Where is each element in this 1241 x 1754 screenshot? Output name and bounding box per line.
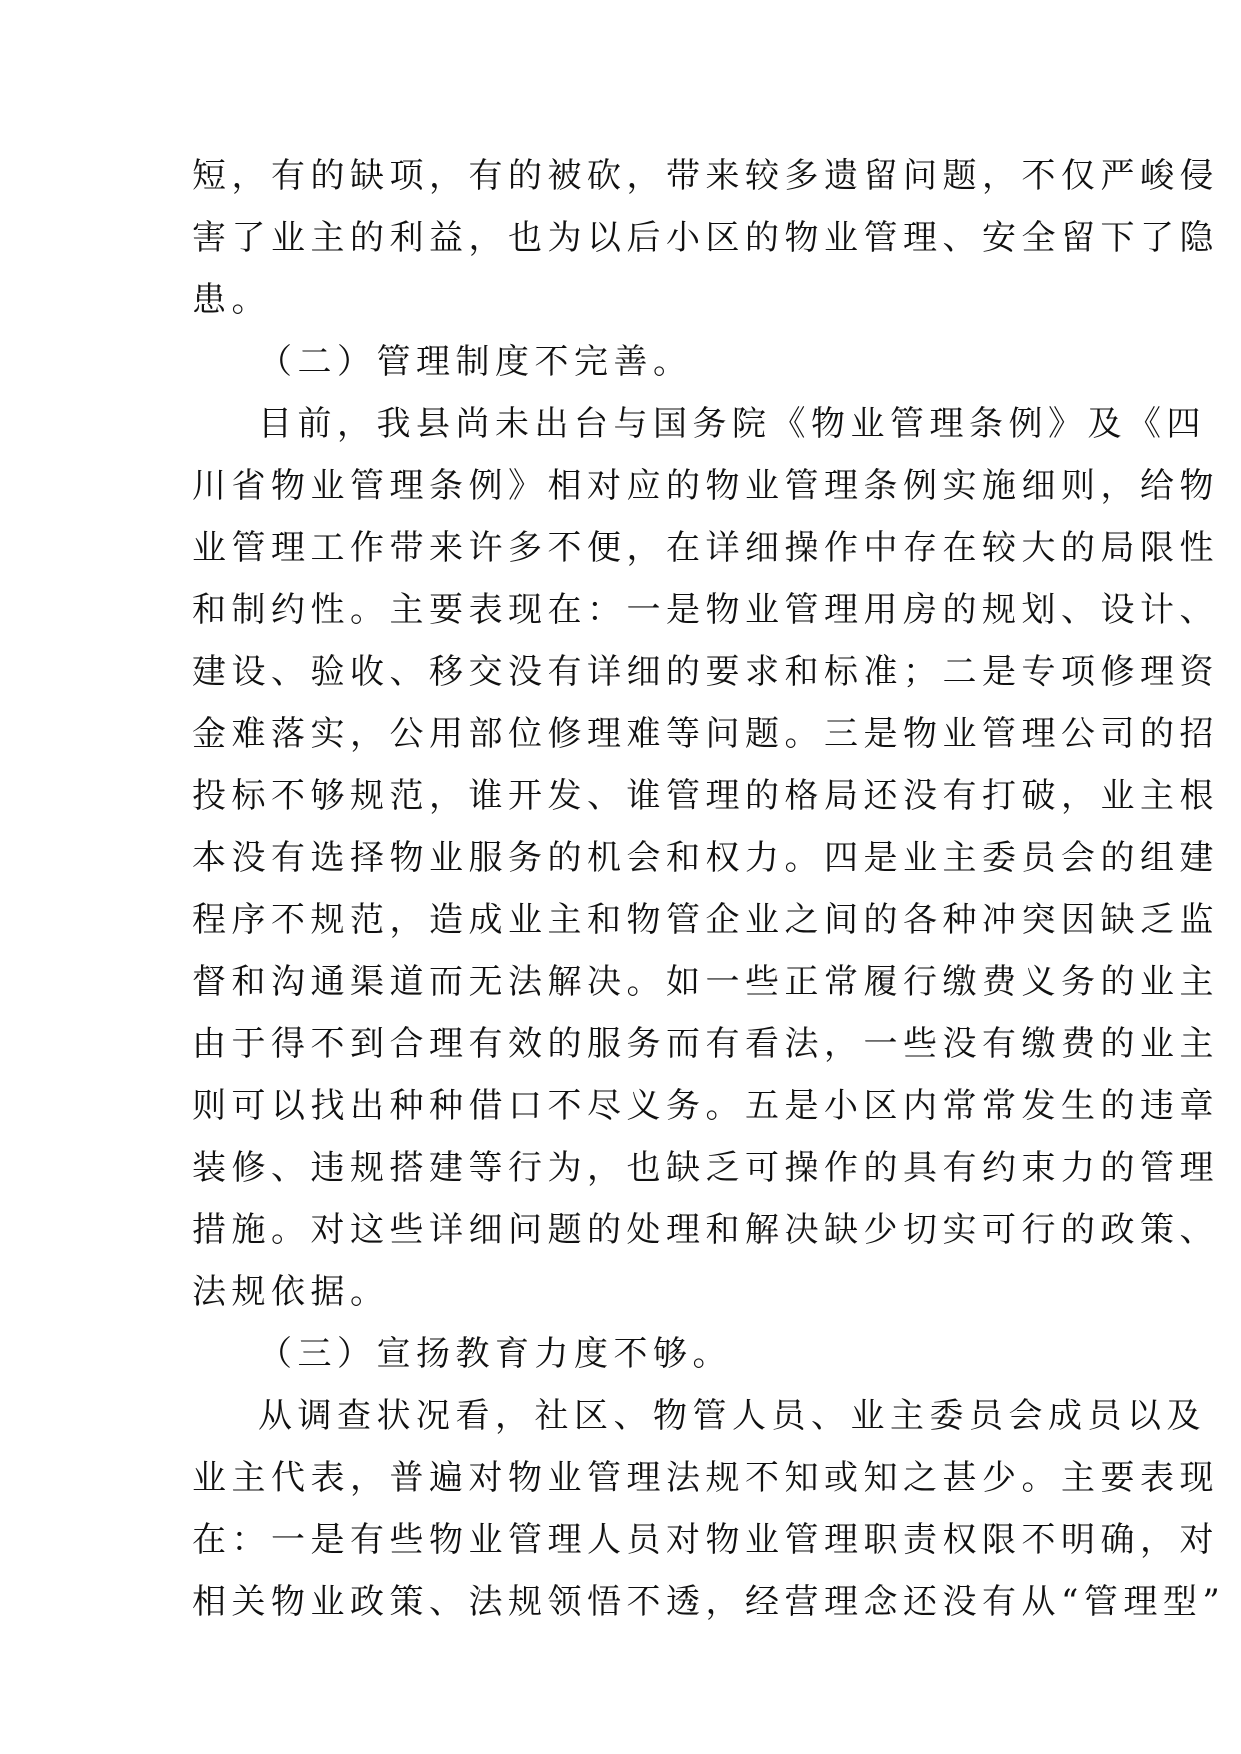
text-line-14: 督和沟通渠道而无法解决。如一些正常履行缴费义务的业主: [192, 962, 1219, 1002]
text-line-19: 法规依据。: [192, 1272, 390, 1312]
text-line-17: 装修、违规搭建等行为，也缺乏可操作的具有约束力的管理: [192, 1148, 1219, 1188]
text-line-12: 本没有选择物业服务的机会和权力。四是业主委员会的组建: [192, 838, 1219, 878]
text-line-2: 害了业主的利益，也为以后小区的物业管理、安全留下了隐: [192, 218, 1219, 258]
text-line-24: 相关物业政策、法规领悟不透，经营理念还没有从“管理型”: [192, 1582, 1226, 1622]
section-heading-3: （三）宣扬教育力度不够。: [258, 1334, 732, 1374]
text-line-5: 目前，我县尚未出台与国务院《物业管理条例》及《四: [258, 404, 1206, 444]
text-line-23: 在：一是有些物业管理人员对物业管理职责权限不明确，对: [192, 1520, 1219, 1560]
text-line-6: 川省物业管理条例》相对应的物业管理条例实施细则，给物: [192, 466, 1219, 506]
text-line-13: 程序不规范，造成业主和物管企业之间的各种冲突因缺乏监: [192, 900, 1219, 940]
text-line-22: 业主代表，普遍对物业管理法规不知或知之甚少。主要表现: [192, 1458, 1219, 1498]
text-line-21: 从调查状况看，社区、物管人员、业主委员会成员以及: [258, 1396, 1206, 1436]
text-line-10: 金难落实，公用部位修理难等问题。三是物业管理公司的招: [192, 714, 1219, 754]
section-heading-2: （二）管理制度不完善。: [258, 342, 693, 382]
text-line-9: 建设、验收、移交没有详细的要求和标准；二是专项修理资: [192, 652, 1219, 692]
text-line-16: 则可以找出种种借口不尽义务。五是小区内常常发生的违章: [192, 1086, 1219, 1126]
text-line-1: 短，有的缺项，有的被砍，带来较多遗留问题，不仅严峻侵: [192, 156, 1219, 196]
text-line-7: 业管理工作带来许多不便，在详细操作中存在较大的局限性: [192, 528, 1219, 568]
text-line-8: 和制约性。主要表现在：一是物业管理用房的规划、设计、: [192, 590, 1219, 630]
text-line-18: 措施。对这些详细问题的处理和解决缺少切实可行的政策、: [192, 1210, 1219, 1250]
text-line-3: 患。: [192, 280, 271, 320]
text-line-11: 投标不够规范，谁开发、谁管理的格局还没有打破，业主根: [192, 776, 1219, 816]
text-line-15: 由于得不到合理有效的服务而有看法，一些没有缴费的业主: [192, 1024, 1219, 1064]
